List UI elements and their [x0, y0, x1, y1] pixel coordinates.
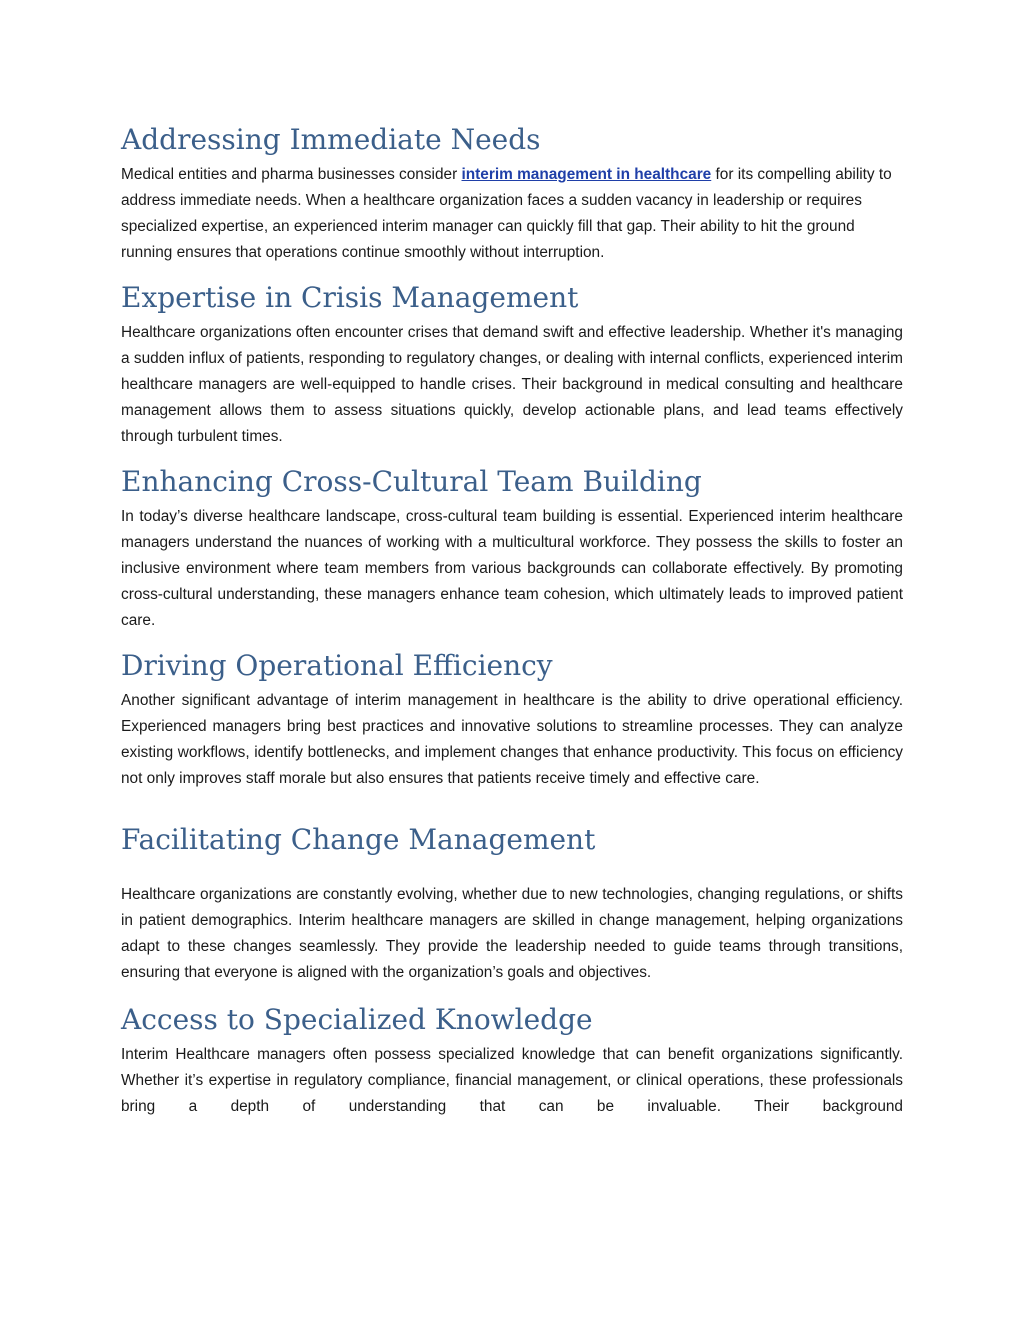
paragraph-text: Medical entities and pharma businesses consider — [121, 166, 462, 183]
interim-management-link[interactable]: interim management in healthcare — [461, 166, 712, 183]
section-paragraph: Healthcare organizations are constantly evolving, whether due to new technologies, changing regulations, or shifts in patient demographics. Interim healthcare managers are skilled in change management, helping organizations adapt to these changes seamlessly. They provide the leadership needed to guide teams through transitions, ensuring that everyone is aligned with the organization’s goals and objectives. — [121, 886, 903, 981]
section-heading: Addressing Immediate Needs — [121, 123, 541, 156]
document-page — [121, 118, 903, 1130]
section-heading: Expertise in Crisis Management — [121, 281, 579, 314]
paragraph-text: for its compelling ability to address immediate needs. When a healthcare organization faces a sudden vacancy in leadership or requires specialized expertise, an experienced interim manager can quickly fill that gap. Their ability to hit the ground running ensures that operations continue smoothly without interruption. — [121, 166, 892, 261]
section-paragraph: Another significant advantage of interim management in healthcare is the ability to drive operational efficiency. Experienced managers bring best practices and innovative solutions to streamline processes. They can analyze existing workflows, identify bottlenecks, and implement changes that enhance productivity. This focus on efficiency not only improves staff morale but also ensures that patients receive timely and effective care. — [121, 692, 903, 787]
section-paragraph: In today’s diverse healthcare landscape, cross-cultural team building is essential. Experienced interim healthcare managers understand the nuances of working with a multicultural workforce. They possess the skills to foster an inclusive environment where team members from various backgrounds can collaborate effectively. By promoting cross-cultural understanding, these managers enhance team cohesion, which ultimately leads to improved patient care. — [121, 508, 903, 629]
section-paragraph: Interim Healthcare managers often possess specialized knowledge that can benefit organizations significantly. Whether it’s expertise in regulatory compliance, financial management, or clinical operations, these professionals bring a depth of understanding that can be invaluable. Their background — [121, 1046, 903, 1115]
section-heading: Enhancing Cross-Cultural Team Building — [121, 465, 702, 498]
section-paragraph — [121, 162, 903, 266]
section-specialized-knowledge — [121, 998, 903, 1120]
section-cross-cultural-team-building — [121, 460, 903, 634]
section-operational-efficiency — [121, 644, 903, 792]
section-heading: Driving Operational Efficiency — [121, 649, 553, 682]
section-crisis-management — [121, 276, 903, 450]
section-change-management — [121, 818, 903, 986]
section-paragraph: Healthcare organizations often encounter crises that demand swift and effective leadership. Whether it's managing a sudden influx of patients, responding to regulatory changes, or dealing with internal conflicts, experienced interim healthcare managers are well-equipped to handle crises. Their background in medical consulting and healthcare management allows them to assess situations quickly, develop actionable plans, and lead teams effectively through turbulent times. — [121, 324, 903, 445]
section-addressing-immediate-needs — [121, 118, 903, 266]
section-heading: Access to Specialized Knowledge — [121, 1003, 593, 1036]
section-heading: Facilitating Change Management — [121, 823, 596, 856]
